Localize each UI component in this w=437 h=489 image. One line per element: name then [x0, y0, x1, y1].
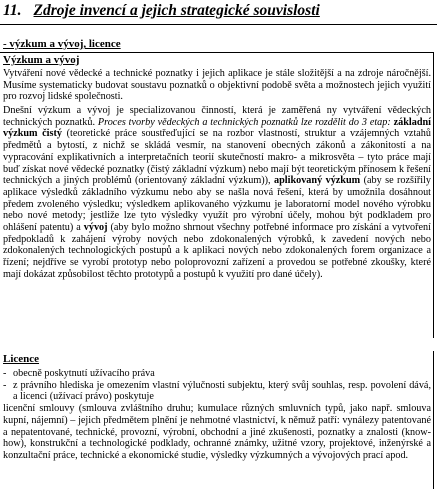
licence-list [3, 368, 431, 462]
subheading: - výzkum a vývoj, licence [3, 38, 121, 50]
page-title [3, 2, 433, 20]
list-item-text: z právního hlediska je omezením vlastní výlučnosti subjektu, který svůj souhlas, resp. povolení dává, a licenci (užívací právo) poskytuje [13, 379, 431, 403]
vyzkum-paragraph-2 [3, 105, 431, 281]
title-number: 11. [3, 2, 22, 19]
p2-development: vývoj [83, 222, 108, 234]
p2-development-text: (aby bylo možno shrnout všechny potřebné informace pro získání a vytvoření předpokladů k zahájení výroby nových nebo zdokonalených výrobků, k zavedení nových nebo zdokonalených technologických postupů a k aplikaci nových nebo zdokonalených forem organizace a řízení; nejdříve se vyrobí prototyp nebo poloprovozní zařízení a provedou se potřebné zkoušky, které mají dokázat způsobilost těchto prototypů a postupů k využití pro dané účely). [3, 222, 431, 280]
licence-paragraph: licenční smlouvy (smlouva zvláštního druhu; kumulace různých smluvních typů, jako např. smlouva kupní, nájemní) – jejich předmětem plnění je nehmotné vlastnictví, k němuž patří: vynálezy patentované a nepatentované, technické, provozní, výrobní, obchodní a jiné zkušenosti, poznatky a znalosti (know-how), konstrukční a technologické podklady, ochranné známky, užitné vzory, projektové, inženýrské a konzultační práce, technické a ekonomické studie, výsledky výzkumných a vývojových prací apod. [3, 403, 431, 461]
p2-intro: Dnešní výzkum a vývoj je specializovanou činností, která je zaměřená ny vytváření vědeckých technických poznatků. [3, 105, 431, 128]
list-item [3, 380, 431, 403]
dash-marker: - [3, 379, 7, 391]
p2-basic-text: (teoretické práce soustřeďující se na rozbor vlastností, struktur a vzájemných vztahů předmětů a bytostí, z nichž se skládá vesmír, na stanovení obecných zákonů a zákonitostí a na vypracování explikativních a interpretačních teorií skutečností makro- a mikrosvěta – tyto práce mají buď získat nové vědecké poznatky (čistý základní výzkum) nebo mají být teoretickým přínosem k řešení technických a jiných problémů (orientovaný základní výzkum)), [3, 128, 431, 187]
list-item [3, 368, 431, 380]
licence-heading: Licence [3, 353, 40, 365]
title-rule [0, 24, 437, 25]
dash-marker: - [3, 368, 7, 379]
list-item-text: obecně poskytnutí užívacího práva [13, 368, 155, 379]
vyzkum-paragraph-1: Vytváření nové vědecké a technické poznatky i jejich aplikace je stále složitější a na zdroje náročnější. Musíme systematicky budovat soustavu poznatků o objektivní podobě světa a možnostech jejich využití pro rozvoj lidské společnosti. [3, 68, 431, 103]
title-text: Zdroje invencí a jejich strategické souvislosti [33, 2, 320, 19]
p2-applied-research: aplikovaný výzkum [274, 175, 361, 187]
p2-basic-research: základní výzkum čistý [3, 116, 432, 140]
vyzkum-heading: Výzkum a vývoj [3, 54, 80, 66]
p2-applied-text: (aby se rozšířily aplikace výsledků základního výzkumu nebo aby se našla nová řešení, která by umožnila dosáhnout předem zvoleného výsledku; výsledkem aplikovaného výzkumu je laboratorní model nového výrobku nebo nové metody; jestliže lze tyto výsledky využít pro výrobní účely, mohou být podkladem pro ohlášení patentu) a [3, 175, 431, 234]
p2-stages: Proces tvorby vědeckých a technických poznatků lze rozdělit do 3 etap: [97, 116, 394, 128]
